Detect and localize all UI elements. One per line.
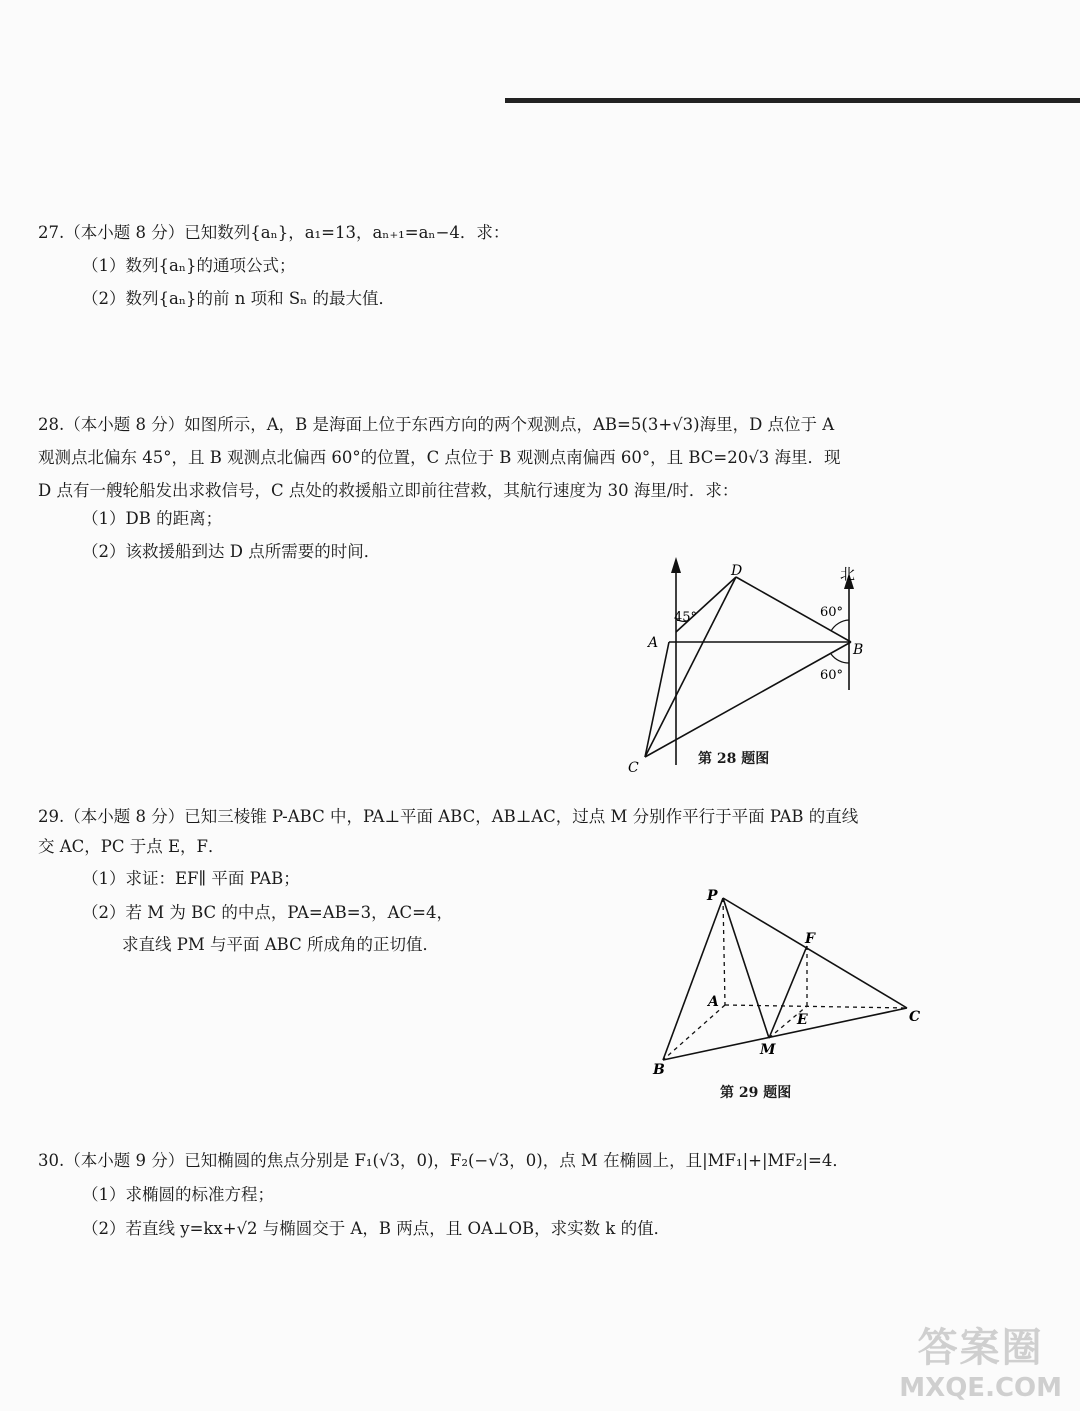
q29-line1: 29.（本小题 8 分）已知三棱锥 P-ABC 中，PA⊥平面 ABC，AB⊥AC，过点 M 分别作平行于平面 PAB 的直线: [38, 807, 859, 826]
label-F: F: [805, 931, 815, 947]
angle-45: 45°: [674, 610, 698, 625]
label-M: M: [760, 1042, 776, 1058]
q29-part2: （2）若 M 为 BC 的中点，PA=AB=3，AC=4，: [82, 903, 453, 922]
q30-part1: （1）求椭圆的标准方程；: [82, 1185, 274, 1204]
q27-stem: 27.（本小题 8 分）已知数列{aₙ}，a₁=13，aₙ₊₁=aₙ−4．求：: [38, 223, 510, 242]
label-P: P: [707, 888, 718, 904]
q29-part1: （1）求证：EF∥ 平面 PAB；: [82, 869, 300, 888]
q28-line3: D 点有一艘轮船发出求救信号，C 点处的救援船立即前往营救，其航行速度为 30 海里/时．求：: [38, 481, 739, 500]
q29-caption: 第 29 题图: [720, 1085, 792, 1101]
top-rule: [505, 98, 1080, 103]
label-A: A: [708, 994, 719, 1010]
q29-figure: [645, 880, 935, 1080]
q28-part2: （2）该救援船到达 D 点所需要的时间．: [82, 542, 381, 561]
label-A: A: [648, 635, 659, 651]
angle-60-top: 60°: [820, 605, 844, 620]
q30-stem: 30.（本小题 9 分）已知椭圆的焦点分别是 F₁(√3，0)，F₂(−√3，0)，点 M 在椭圆上，且|MF₁|+|MF₂|=4．: [38, 1151, 849, 1170]
q28-caption: 第 28 题图: [698, 751, 770, 767]
label-north: 北: [840, 565, 856, 583]
q27-part2: （2）数列{aₙ}的前 n 项和 Sₙ 的最大值．: [82, 289, 396, 308]
label-C: C: [628, 760, 639, 776]
q29-line2: 交 AC，PC 于点 E，F．: [38, 837, 225, 856]
q28-line2: 观测点北偏东 45°，且 B 观测点北偏西 60°的位置，C 点位于 B 观测点南偏西 60°，且 BC=20√3 海里．现: [38, 448, 841, 467]
label-D: D: [731, 563, 743, 579]
label-C: C: [909, 1009, 921, 1025]
label-B: B: [853, 642, 864, 658]
watermark-line2: MXQE.COM: [899, 1373, 1062, 1403]
label-E: E: [797, 1012, 808, 1028]
q30-part2: （2）若直线 y=kx+√2 与椭圆交于 A，B 两点，且 OA⊥OB，求实数 k 的值．: [82, 1219, 671, 1238]
angle-60-bottom: 60°: [820, 668, 844, 683]
watermark: [899, 1316, 1062, 1403]
q27-part1: （1）数列{aₙ}的通项公式；: [82, 256, 296, 275]
q28-line1: 28.（本小题 8 分）如图所示，A，B 是海面上位于东西方向的两个观测点，AB=5(3+√3)海里，D 点位于 A: [38, 415, 835, 434]
label-B: B: [653, 1062, 665, 1078]
watermark-line1: 答案圈: [917, 1325, 1044, 1371]
q28-part1: （1）DB 的距离；: [82, 509, 223, 528]
q28-figure: [620, 555, 870, 780]
q29-part2-cont: 求直线 PM 与平面 ABC 所成角的正切值．: [122, 935, 439, 954]
